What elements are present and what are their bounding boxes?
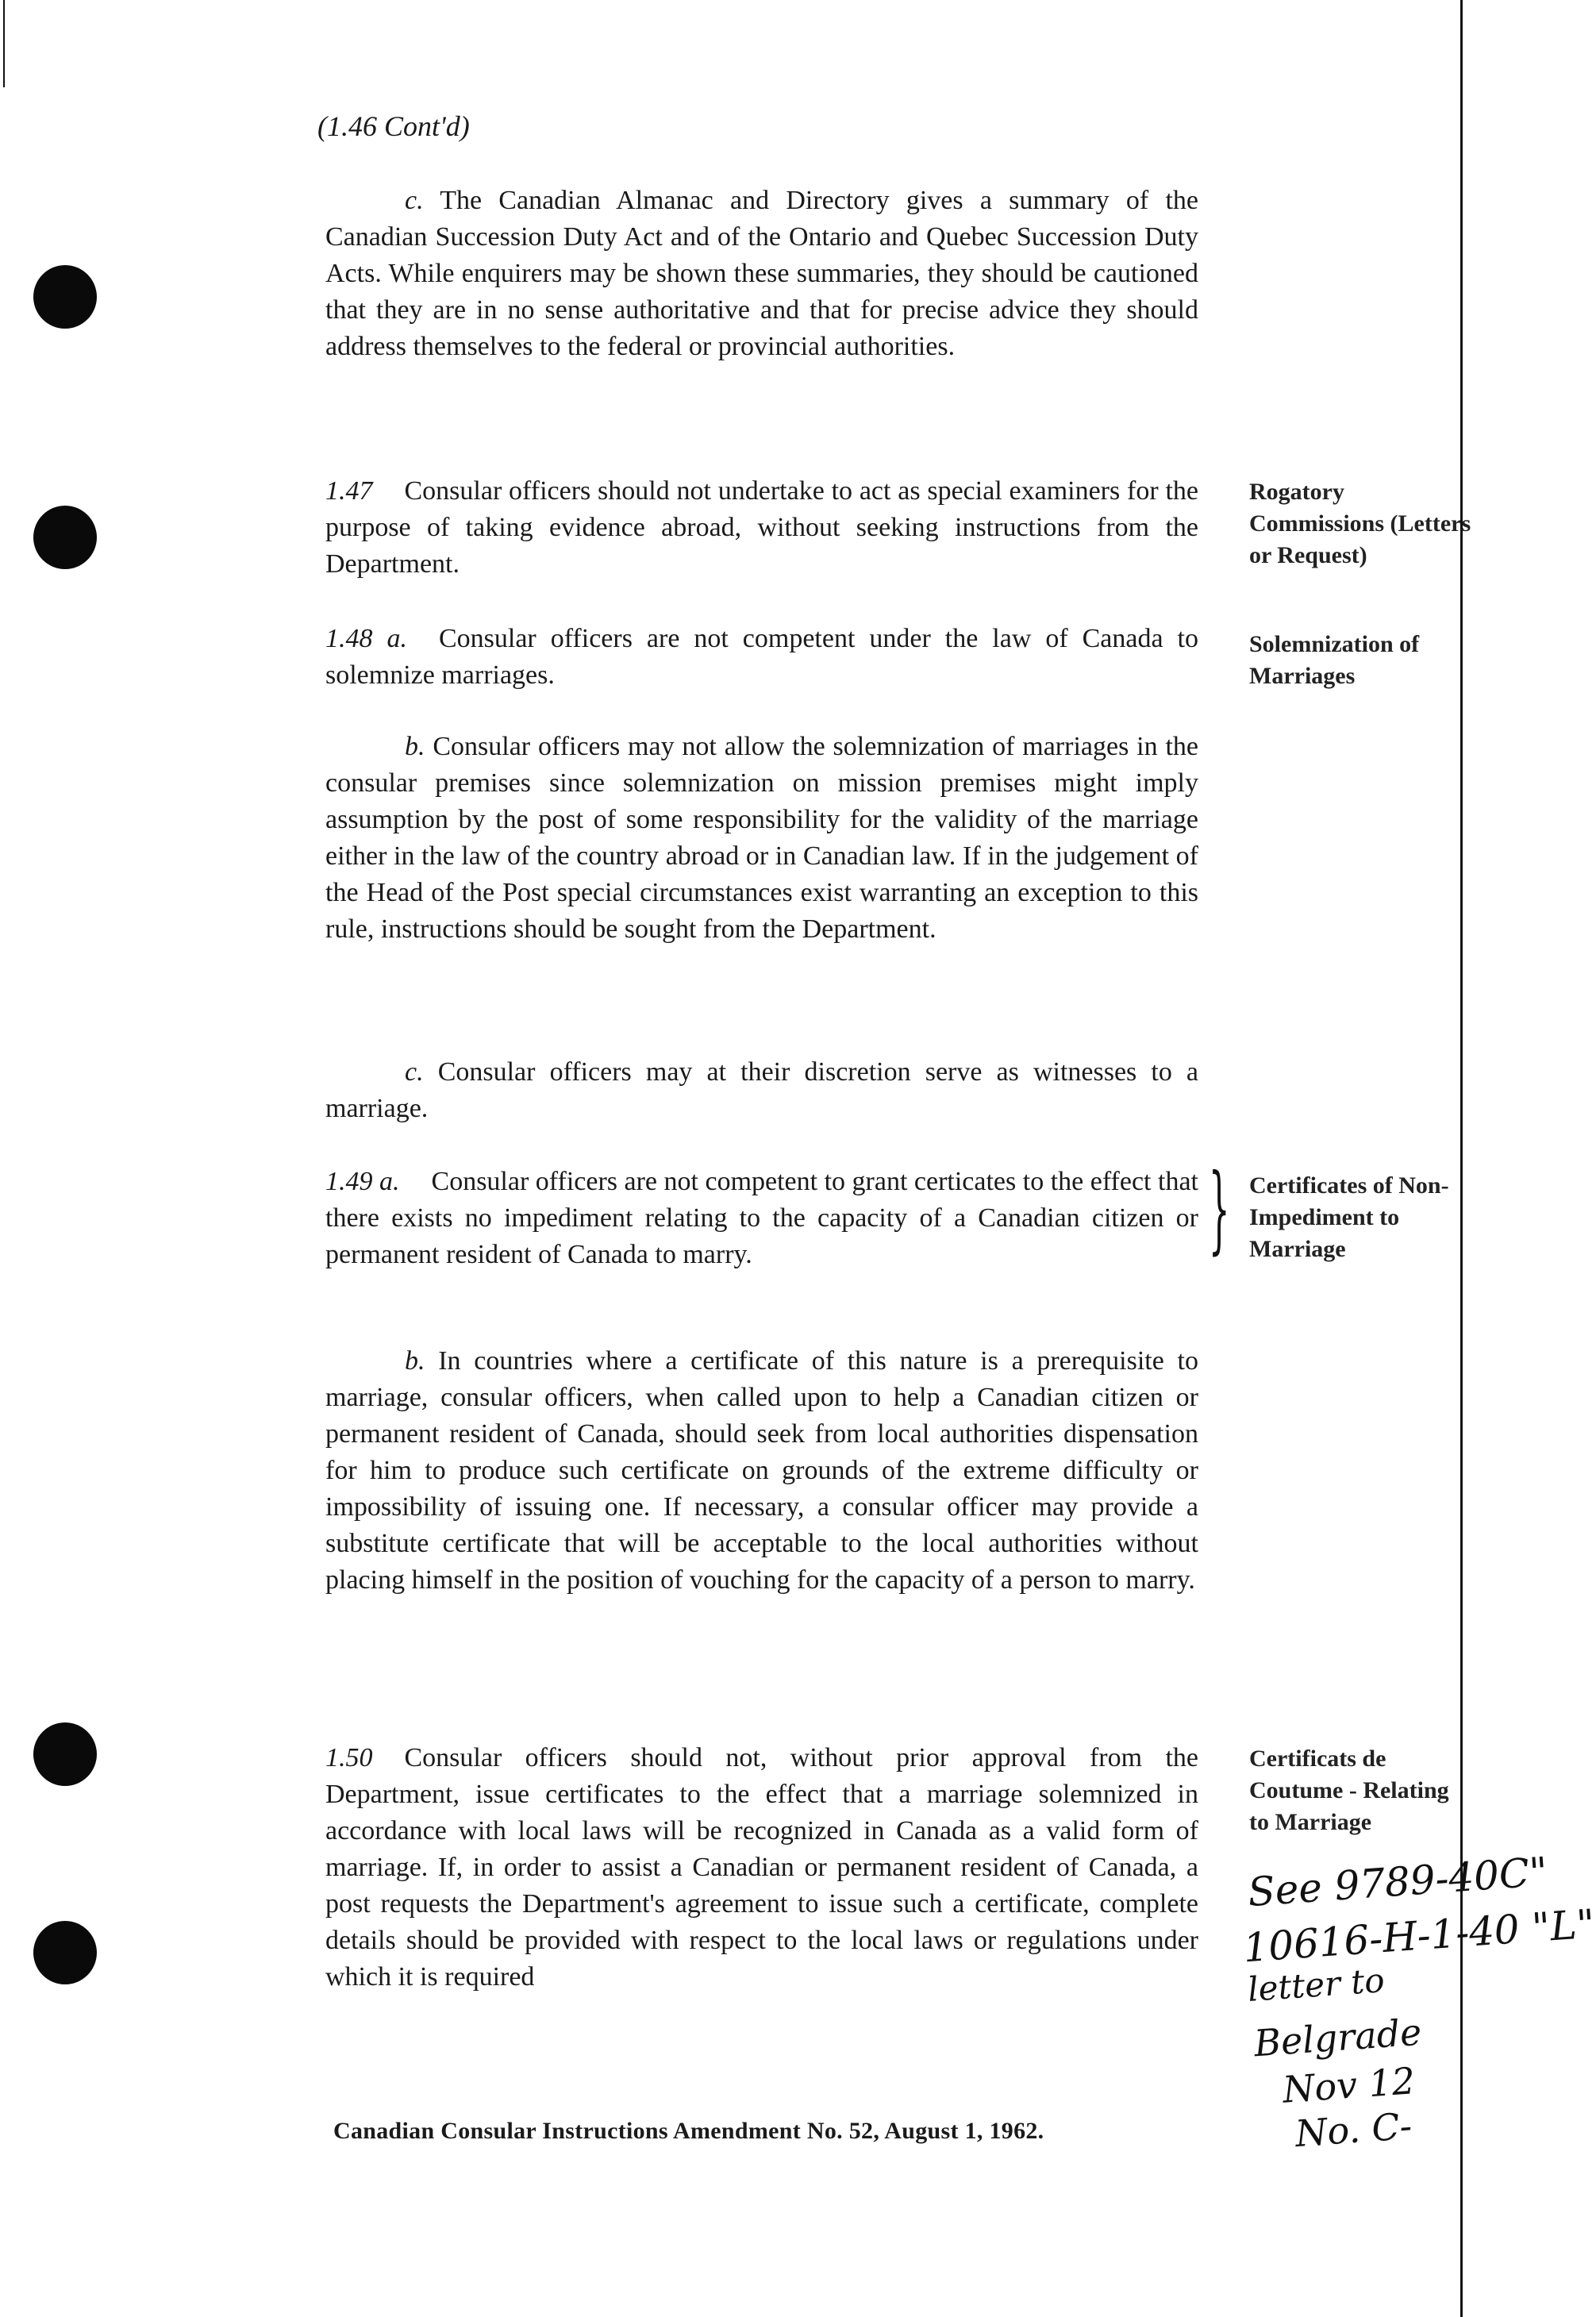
handwritten-file-number: 10616-H-1-40 "L" [1241,1900,1596,1972]
paragraph-letter: b. [405,1346,425,1376]
paragraph-1-47 [325,473,1198,583]
paragraph-text: Consular officers are not competent under the law of Canada to solemnize marriages. [325,624,1199,690]
handwritten-note: letter to [1246,1961,1386,2009]
paragraph-1-48-a [325,621,1198,694]
paragraph-number: 1.50 [325,1743,373,1772]
paragraph-1-49-a [325,1164,1198,1273]
paragraph-letter: c. [405,186,424,215]
margin-note-coutume: Certificats de Coutume - Relating to Marriage [1249,1745,1449,1835]
handwritten-note: Belgrade [1252,2010,1423,2065]
margin-note-solemnization: Solemnization of Marriages [1249,631,1420,689]
page-edge-line [1460,0,1463,2317]
paragraph-text: Consular officers should not, without prior approval from the Department, issue certificates to the effect that a marriage solemnized in accordance with local laws will be recognized in Canada as a valid form of marriage. If, in order to assist a Canadian or permanent resident of Canada, a post requests the Department's agreement to issue such a certificate, complete details should be provided with respect to the local laws or regulations under which it is required [325,1743,1198,1992]
paragraph-text: Consular officers are not competent to grant certicates to the effect that there exists no impediment relating to the capacity of a Canadian citizen or permanent resident of Canada to marry. [325,1167,1198,1269]
paragraph-text: The Canadian Almanac and Directory gives a summary of the Canadian Succession Duty Act and of the Ontario and Quebec Succession Duty Acts. While enquirers may be shown these summaries, they should be cautioned that they are in no sense authoritative and that for precise advice they should address themselves to the federal or provincial authorities. [325,186,1199,361]
paragraph-text: Consular officers may at their discretion serve as witnesses to a marriage. [325,1057,1199,1123]
handwritten-date: Nov 12 [1281,2059,1417,2111]
paragraph-text: In countries where a certificate of this nature is a prerequisite to marriage, consular officers, when called upon to help a Canadian citizen or permanent resident of Canada, should seek from local authorities dispensation for him to produce such certificate on grounds of the extreme difficulty or impossibility of issuing one. If necessary, a consular officer may provide a substitute certificate that will be acceptable to the local authorities without placing himself in the position of vouching for the capacity of a person to marry. [325,1346,1198,1595]
scan-edge-mark [3,0,5,87]
punch-hole [33,1722,97,1786]
paragraph-number: 1.47 [325,476,373,506]
paragraph-1-46-c [325,183,1198,365]
paragraph-number: 1.49 a. [325,1167,400,1196]
paragraph-1-48-b [325,729,1198,948]
handwritten-reference: See 9789-40C" [1246,1848,1549,1916]
paragraph-letter: b. [405,732,425,761]
paragraph-letter: c. [405,1057,424,1087]
margin-brace: } [1208,1154,1230,1264]
paragraph-text: Consular officers may not allow the solemnization of marriages in the consular premises since solemnization on mission premises might imply assumption by the post of some responsibility for the validity of the marriage either in the law of the country abroad or in Canadian law. If in the judgement of the Head of the Post special circumstances exist warranting an exception to this rule, instructions should be sought from the Department. [325,732,1199,944]
punch-hole [33,506,97,569]
margin-note-rogatory: Rogatory Commissions (Letters or Request) [1249,479,1471,568]
punch-hole [33,1921,97,1984]
paragraph-1-48-c [325,1054,1198,1127]
punch-hole [33,265,97,329]
handwritten-note: No. C- [1294,2103,1413,2156]
document-footer: Canadian Consular Instructions Amendment No. 52, August 1, 1962. [333,2118,1044,2144]
paragraph-text: Consular officers should not undertake to act as special examiners for the purpose of taking evidence abroad, without seeking instructions from the Department. [325,476,1198,579]
continuation-heading: (1.46 Cont'd) [317,110,470,142]
paragraph-number: 1.48 a. [325,624,407,653]
margin-note-certificates: Certificates of Non-Impediment to Marriage [1249,1172,1449,1262]
paragraph-1-49-b [325,1343,1198,1599]
paragraph-1-50 [325,1740,1198,1996]
